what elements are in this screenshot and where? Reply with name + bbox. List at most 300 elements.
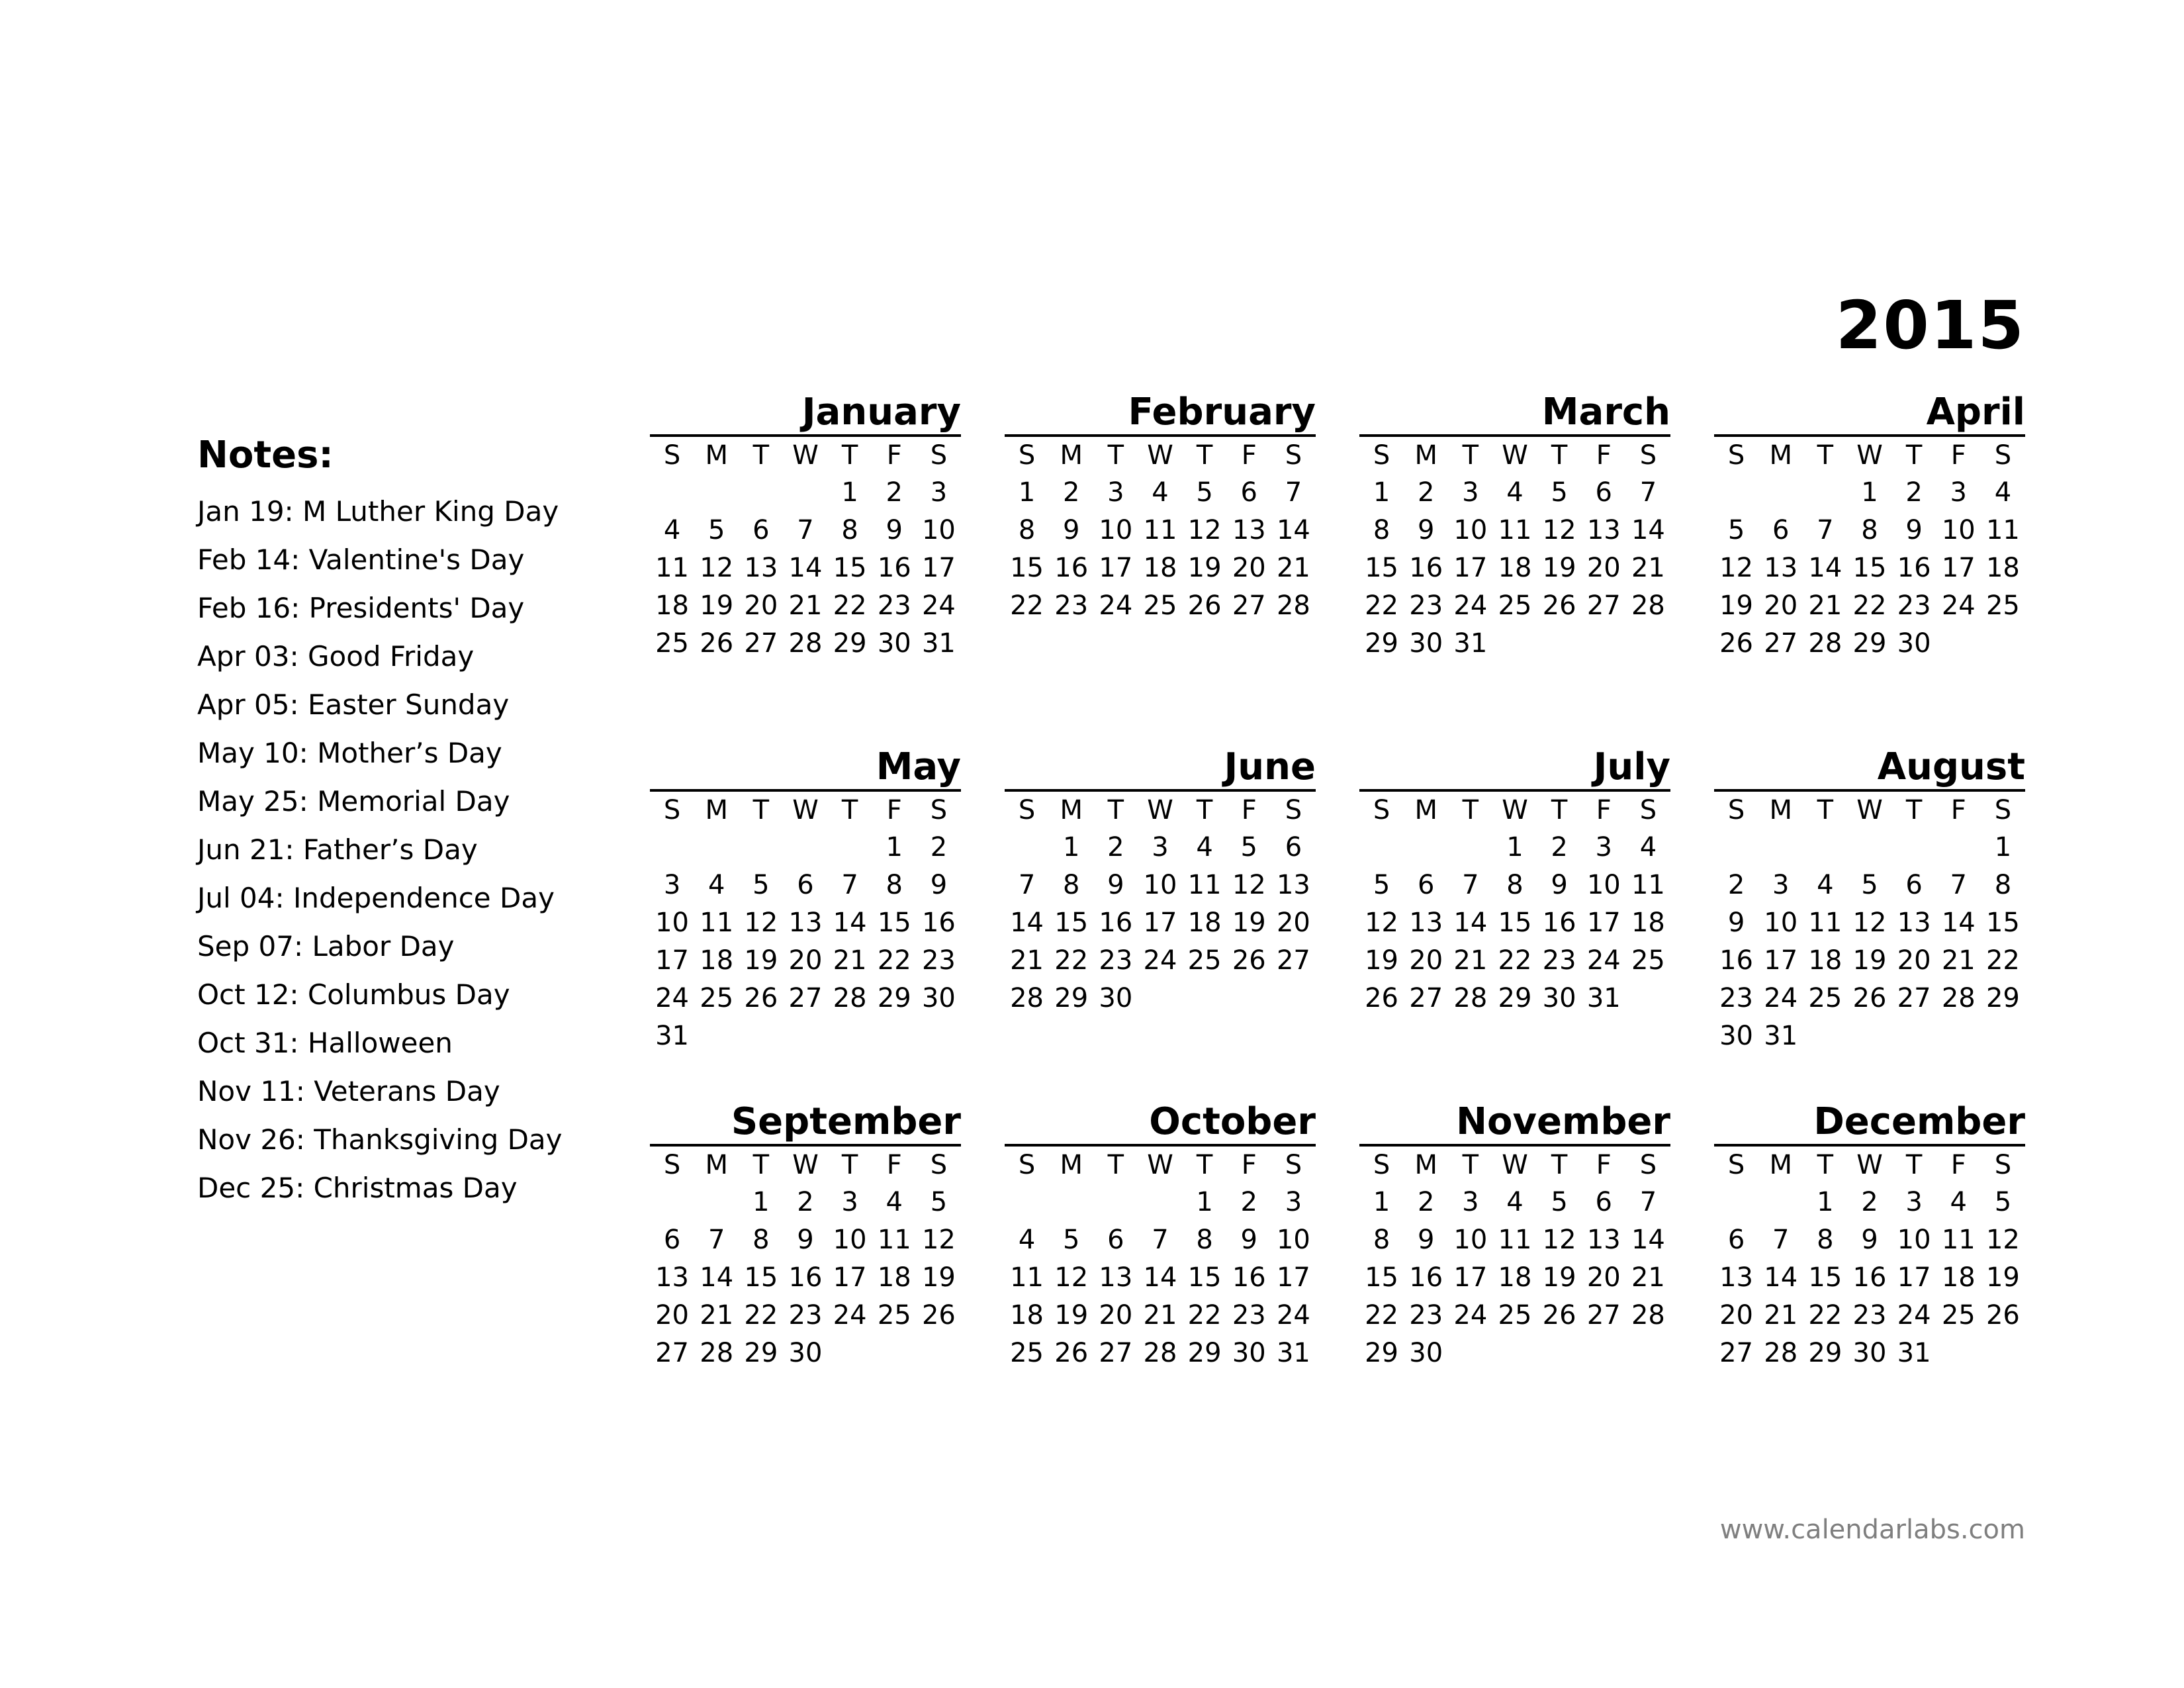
weekday-header: T — [1905, 1150, 1923, 1180]
day-cell: 23 — [1099, 945, 1133, 976]
weekday-header: T — [841, 440, 858, 471]
day-cell: 19 — [1542, 553, 1576, 583]
day-cell: 6 — [1107, 1225, 1124, 1255]
day-cell: 7 — [1817, 515, 1834, 545]
day-cell: 11 — [1941, 1225, 1976, 1255]
weekday-header: T — [1462, 440, 1479, 471]
empty-day-cell — [1936, 829, 1981, 867]
day-cell: 19 — [1365, 945, 1399, 976]
day-cell: 20 — [788, 945, 823, 976]
day-cell: 27 — [1586, 590, 1621, 621]
month-september — [650, 1100, 961, 1372]
day-cell: 16 — [1409, 553, 1443, 583]
day-cell: 7 — [1950, 870, 1967, 900]
day-cell: 4 — [1152, 477, 1169, 508]
day-cell: 27 — [1897, 983, 1931, 1013]
empty-day-cell — [1803, 474, 1847, 512]
day-cell: 6 — [797, 870, 814, 900]
day-cell: 13 — [1586, 515, 1621, 545]
day-cell: 15 — [1365, 553, 1399, 583]
day-cell: 2 — [1861, 1187, 1878, 1217]
day-cell: 9 — [797, 1225, 814, 1255]
weekday-header: T — [1905, 440, 1923, 471]
day-cell: 2 — [1240, 1187, 1257, 1217]
month-days-grid — [1005, 1147, 1316, 1372]
weekday-header: M — [1060, 795, 1083, 825]
footer-url: www.calendarlabs.com — [1719, 1515, 2025, 1545]
day-cell: 12 — [1232, 870, 1266, 900]
note-item: Nov 26: Thanksgiving Day — [197, 1123, 563, 1156]
day-cell: 4 — [707, 870, 725, 900]
day-cell: 3 — [1152, 832, 1169, 863]
day-cell: 5 — [1062, 1225, 1080, 1255]
empty-day-cell — [1758, 1184, 1803, 1221]
day-cell: 6 — [1240, 477, 1257, 508]
day-cell: 22 — [744, 1300, 778, 1331]
day-cell: 22 — [1365, 590, 1399, 621]
empty-day-cell — [739, 474, 783, 512]
day-cell: 25 — [877, 1300, 911, 1331]
day-cell: 5 — [1196, 477, 1213, 508]
day-cell: 29 — [833, 628, 867, 659]
day-cell: 25 — [700, 983, 734, 1013]
weekday-header: T — [841, 795, 858, 825]
weekday-header: F — [1596, 795, 1612, 825]
weekday-header: F — [1241, 440, 1257, 471]
day-cell: 5 — [1551, 1187, 1568, 1217]
day-cell: 19 — [744, 945, 778, 976]
day-cell: 4 — [1506, 477, 1524, 508]
day-cell: 30 — [788, 1338, 823, 1368]
weekday-header: T — [1551, 1150, 1568, 1180]
day-cell: 26 — [1542, 590, 1576, 621]
day-cell: 28 — [1764, 1338, 1798, 1368]
day-cell: 11 — [1498, 1225, 1532, 1255]
weekday-header: T — [1462, 1150, 1479, 1180]
month-name: April — [1714, 391, 2025, 437]
day-cell: 24 — [1453, 1300, 1488, 1331]
day-cell: 30 — [921, 983, 956, 1013]
day-cell: 13 — [1232, 515, 1266, 545]
month-days-grid — [1359, 437, 1670, 663]
day-cell: 27 — [1276, 945, 1310, 976]
weekday-header: S — [1018, 440, 1036, 471]
empty-day-cell — [1758, 474, 1803, 512]
day-cell: 23 — [1409, 590, 1443, 621]
note-item: Jul 04: Independence Day — [197, 882, 555, 914]
day-cell: 1 — [841, 477, 858, 508]
day-cell: 15 — [1852, 553, 1887, 583]
day-cell: 20 — [1719, 1300, 1754, 1331]
day-cell: 31 — [655, 1021, 690, 1051]
day-cell: 28 — [1631, 590, 1665, 621]
weekday-header: T — [1817, 1150, 1834, 1180]
weekday-header: W — [1502, 440, 1528, 471]
empty-day-cell — [1093, 1184, 1138, 1221]
day-cell: 4 — [1639, 832, 1657, 863]
day-cell: 19 — [921, 1262, 956, 1293]
empty-day-cell — [650, 829, 694, 867]
day-cell: 24 — [833, 1300, 867, 1331]
day-cell: 3 — [663, 870, 681, 900]
day-cell: 14 — [1276, 515, 1310, 545]
day-cell: 11 — [700, 908, 734, 938]
weekday-header: S — [1994, 1150, 2012, 1180]
day-cell: 15 — [744, 1262, 778, 1293]
day-cell: 11 — [1631, 870, 1665, 900]
weekday-header: S — [1373, 1150, 1390, 1180]
day-cell: 12 — [1719, 553, 1754, 583]
weekday-header: T — [1551, 440, 1568, 471]
day-cell: 24 — [1586, 945, 1621, 976]
day-cell: 3 — [1107, 477, 1124, 508]
day-cell: 15 — [1054, 908, 1089, 938]
weekday-header: T — [1196, 440, 1213, 471]
day-cell: 3 — [1950, 477, 1967, 508]
day-cell: 4 — [1950, 1187, 1967, 1217]
weekday-header: T — [1817, 440, 1834, 471]
day-cell: 27 — [744, 628, 778, 659]
weekday-header: W — [1147, 440, 1173, 471]
day-cell: 13 — [1276, 870, 1310, 900]
day-cell: 29 — [877, 983, 911, 1013]
day-cell: 1 — [752, 1187, 770, 1217]
day-cell: 17 — [1276, 1262, 1310, 1293]
month-name: December — [1714, 1100, 2025, 1147]
day-cell: 25 — [1631, 945, 1665, 976]
day-cell: 21 — [1276, 553, 1310, 583]
day-cell: 5 — [707, 515, 725, 545]
day-cell: 4 — [663, 515, 681, 545]
day-cell: 20 — [1099, 1300, 1133, 1331]
day-cell: 26 — [1719, 628, 1754, 659]
weekday-header: M — [1060, 1150, 1083, 1180]
day-cell: 2 — [1551, 832, 1568, 863]
day-cell: 16 — [1542, 908, 1576, 938]
weekday-header: F — [1241, 795, 1257, 825]
notes-panel — [197, 429, 608, 1212]
day-cell: 2 — [1905, 477, 1923, 508]
day-cell: 29 — [1365, 1338, 1399, 1368]
day-cell: 3 — [1285, 1187, 1302, 1217]
weekday-header: W — [792, 795, 819, 825]
day-cell: 8 — [1861, 515, 1878, 545]
day-cell: 8 — [752, 1225, 770, 1255]
day-cell: 10 — [1453, 1225, 1488, 1255]
month-days-grid — [1005, 437, 1316, 625]
weekday-header: S — [1373, 795, 1390, 825]
day-cell: 20 — [1409, 945, 1443, 976]
day-cell: 14 — [1764, 1262, 1798, 1293]
weekday-header: S — [1639, 440, 1657, 471]
month-days-grid — [1714, 792, 2025, 1055]
weekday-header: T — [1196, 795, 1213, 825]
day-cell: 1 — [1861, 477, 1878, 508]
empty-day-cell — [1803, 829, 1847, 867]
day-cell: 3 — [841, 1187, 858, 1217]
day-cell: 8 — [1373, 515, 1390, 545]
day-cell: 30 — [877, 628, 911, 659]
day-cell: 19 — [1542, 1262, 1576, 1293]
day-cell: 9 — [886, 515, 903, 545]
day-cell: 29 — [744, 1338, 778, 1368]
day-cell: 22 — [833, 590, 867, 621]
day-cell: 19 — [1719, 590, 1754, 621]
empty-day-cell — [1714, 829, 1758, 867]
weekday-header: S — [663, 795, 681, 825]
day-cell: 8 — [841, 515, 858, 545]
weekday-header: T — [841, 1150, 858, 1180]
day-cell: 23 — [1897, 590, 1931, 621]
month-april — [1714, 391, 2025, 663]
day-cell: 31 — [1764, 1021, 1798, 1051]
day-cell: 7 — [1152, 1225, 1169, 1255]
day-cell: 19 — [1985, 1262, 2020, 1293]
weekday-header: W — [1502, 795, 1528, 825]
day-cell: 8 — [1373, 1225, 1390, 1255]
empty-day-cell — [1758, 829, 1803, 867]
day-cell: 9 — [1861, 1225, 1878, 1255]
month-name: June — [1005, 745, 1316, 792]
day-cell: 13 — [744, 553, 778, 583]
day-cell: 7 — [1018, 870, 1036, 900]
day-cell: 21 — [700, 1300, 734, 1331]
month-february — [1005, 391, 1316, 625]
month-march — [1359, 391, 1670, 663]
day-cell: 19 — [700, 590, 734, 621]
empty-day-cell — [694, 829, 739, 867]
month-days-grid — [1714, 1147, 2025, 1372]
day-cell: 13 — [1764, 553, 1798, 583]
note-item: Sep 07: Labor Day — [197, 930, 455, 962]
weekday-header: W — [1856, 1150, 1883, 1180]
day-cell: 29 — [1054, 983, 1089, 1013]
month-name: May — [650, 745, 961, 792]
day-cell: 27 — [1099, 1338, 1133, 1368]
day-cell: 8 — [1196, 1225, 1213, 1255]
day-cell: 25 — [1498, 1300, 1532, 1331]
month-name: February — [1005, 391, 1316, 437]
weekday-header: S — [1285, 440, 1302, 471]
day-cell: 15 — [833, 553, 867, 583]
day-cell: 7 — [1639, 477, 1657, 508]
day-cell: 12 — [1187, 515, 1222, 545]
day-cell: 23 — [1054, 590, 1089, 621]
day-cell: 17 — [1764, 945, 1798, 976]
weekday-header: S — [930, 440, 948, 471]
note-item: Apr 03: Good Friday — [197, 640, 475, 673]
day-cell: 7 — [1772, 1225, 1790, 1255]
note-item: Jan 19: M Luther King Day — [197, 495, 559, 528]
day-cell: 2 — [886, 477, 903, 508]
day-cell: 26 — [1985, 1300, 2020, 1331]
day-cell: 24 — [1941, 590, 1976, 621]
day-cell: 27 — [1409, 983, 1443, 1013]
day-cell: 8 — [886, 870, 903, 900]
day-cell: 1 — [1196, 1187, 1213, 1217]
day-cell: 21 — [1143, 1300, 1177, 1331]
day-cell: 24 — [655, 983, 690, 1013]
day-cell: 2 — [930, 832, 948, 863]
weekday-header: T — [1107, 440, 1124, 471]
day-cell: 1 — [1018, 477, 1036, 508]
weekday-header: W — [792, 1150, 819, 1180]
day-cell: 9 — [1240, 1225, 1257, 1255]
notes-title: Notes: — [197, 434, 334, 477]
day-cell: 4 — [1817, 870, 1834, 900]
weekday-header: M — [1769, 1150, 1792, 1180]
weekday-header: F — [1596, 440, 1612, 471]
empty-day-cell — [1005, 829, 1049, 867]
day-cell: 25 — [1143, 590, 1177, 621]
month-name: January — [650, 391, 961, 437]
day-cell: 20 — [1276, 908, 1310, 938]
day-cell: 11 — [1143, 515, 1177, 545]
day-cell: 9 — [1417, 1225, 1435, 1255]
day-cell: 29 — [1985, 983, 2020, 1013]
day-cell: 1 — [1506, 832, 1524, 863]
empty-day-cell — [1359, 829, 1404, 867]
weekday-header: S — [930, 1150, 948, 1180]
day-cell: 24 — [1276, 1300, 1310, 1331]
day-cell: 20 — [744, 590, 778, 621]
day-cell: 30 — [1099, 983, 1133, 1013]
day-cell: 5 — [1727, 515, 1745, 545]
day-cell: 1 — [1817, 1187, 1834, 1217]
day-cell: 17 — [1099, 553, 1133, 583]
weekday-header: M — [1769, 440, 1792, 471]
day-cell: 22 — [1010, 590, 1044, 621]
day-cell: 23 — [788, 1300, 823, 1331]
day-cell: 9 — [930, 870, 948, 900]
empty-day-cell — [650, 1184, 694, 1221]
weekday-header: F — [1241, 1150, 1257, 1180]
day-cell: 27 — [1764, 628, 1798, 659]
day-cell: 15 — [1498, 908, 1532, 938]
weekday-header: T — [1107, 1150, 1124, 1180]
day-cell: 19 — [1852, 945, 1887, 976]
day-cell: 7 — [707, 1225, 725, 1255]
day-cell: 31 — [1586, 983, 1621, 1013]
day-cell: 12 — [1985, 1225, 2020, 1255]
day-cell: 10 — [1897, 1225, 1931, 1255]
day-cell: 17 — [1143, 908, 1177, 938]
day-cell: 16 — [1054, 553, 1089, 583]
day-cell: 18 — [877, 1262, 911, 1293]
day-cell: 15 — [1985, 908, 2020, 938]
day-cell: 20 — [1586, 553, 1621, 583]
day-cell: 17 — [1453, 553, 1488, 583]
day-cell: 1 — [1062, 832, 1080, 863]
day-cell: 30 — [1897, 628, 1931, 659]
day-cell: 5 — [752, 870, 770, 900]
day-cell: 30 — [1409, 628, 1443, 659]
day-cell: 3 — [1595, 832, 1612, 863]
day-cell: 21 — [1453, 945, 1488, 976]
month-name: September — [650, 1100, 961, 1147]
empty-day-cell — [739, 829, 783, 867]
day-cell: 31 — [921, 628, 956, 659]
month-name: October — [1005, 1100, 1316, 1147]
day-cell: 25 — [1941, 1300, 1976, 1331]
day-cell: 7 — [1285, 477, 1302, 508]
month-days-grid — [1359, 792, 1670, 1017]
day-cell: 16 — [1852, 1262, 1887, 1293]
day-cell: 16 — [1897, 553, 1931, 583]
day-cell: 14 — [1941, 908, 1976, 938]
day-cell: 20 — [1764, 590, 1798, 621]
weekday-header: M — [1414, 1150, 1437, 1180]
day-cell: 28 — [1941, 983, 1976, 1013]
day-cell: 18 — [1498, 1262, 1532, 1293]
weekday-header: S — [1639, 1150, 1657, 1180]
month-days-grid — [1005, 792, 1316, 1017]
day-cell: 11 — [1985, 515, 2020, 545]
day-cell: 23 — [877, 590, 911, 621]
note-item: Nov 11: Veterans Day — [197, 1075, 500, 1107]
day-cell: 24 — [1099, 590, 1133, 621]
day-cell: 26 — [744, 983, 778, 1013]
day-cell: 22 — [1187, 1300, 1222, 1331]
weekday-header: T — [752, 795, 770, 825]
day-cell: 5 — [1994, 1187, 2012, 1217]
day-cell: 8 — [1817, 1225, 1834, 1255]
day-cell: 8 — [1994, 870, 2012, 900]
weekday-header: M — [1414, 440, 1437, 471]
empty-day-cell — [694, 474, 739, 512]
day-cell: 28 — [1143, 1338, 1177, 1368]
day-cell: 13 — [1897, 908, 1931, 938]
day-cell: 23 — [1542, 945, 1576, 976]
day-cell: 16 — [788, 1262, 823, 1293]
weekday-header: S — [663, 1150, 681, 1180]
month-july — [1359, 745, 1670, 1017]
day-cell: 14 — [1010, 908, 1044, 938]
day-cell: 27 — [655, 1338, 690, 1368]
day-cell: 10 — [1099, 515, 1133, 545]
day-cell: 11 — [877, 1225, 911, 1255]
day-cell: 22 — [1808, 1300, 1843, 1331]
day-cell: 21 — [1941, 945, 1976, 976]
day-cell: 20 — [655, 1300, 690, 1331]
weekday-header: F — [1950, 795, 1966, 825]
day-cell: 20 — [1232, 553, 1266, 583]
day-cell: 28 — [1808, 628, 1843, 659]
empty-day-cell — [694, 1184, 739, 1221]
month-august — [1714, 745, 2025, 1055]
day-cell: 5 — [1240, 832, 1257, 863]
day-cell: 14 — [1143, 1262, 1177, 1293]
day-cell: 13 — [1586, 1225, 1621, 1255]
day-cell: 14 — [1453, 908, 1488, 938]
day-cell: 8 — [1062, 870, 1080, 900]
day-cell: 12 — [744, 908, 778, 938]
day-cell: 3 — [1462, 477, 1479, 508]
day-cell: 1 — [1373, 477, 1390, 508]
note-item: Apr 05: Easter Sunday — [197, 688, 510, 721]
day-cell: 10 — [1453, 515, 1488, 545]
empty-day-cell — [1714, 474, 1758, 512]
day-cell: 22 — [1365, 1300, 1399, 1331]
month-name: August — [1714, 745, 2025, 792]
day-cell: 1 — [1373, 1187, 1390, 1217]
day-cell: 23 — [921, 945, 956, 976]
day-cell: 24 — [1453, 590, 1488, 621]
day-cell: 18 — [1010, 1300, 1044, 1331]
day-cell: 22 — [1852, 590, 1887, 621]
note-item: May 25: Memorial Day — [197, 785, 510, 818]
note-item: Oct 12: Columbus Day — [197, 978, 510, 1011]
